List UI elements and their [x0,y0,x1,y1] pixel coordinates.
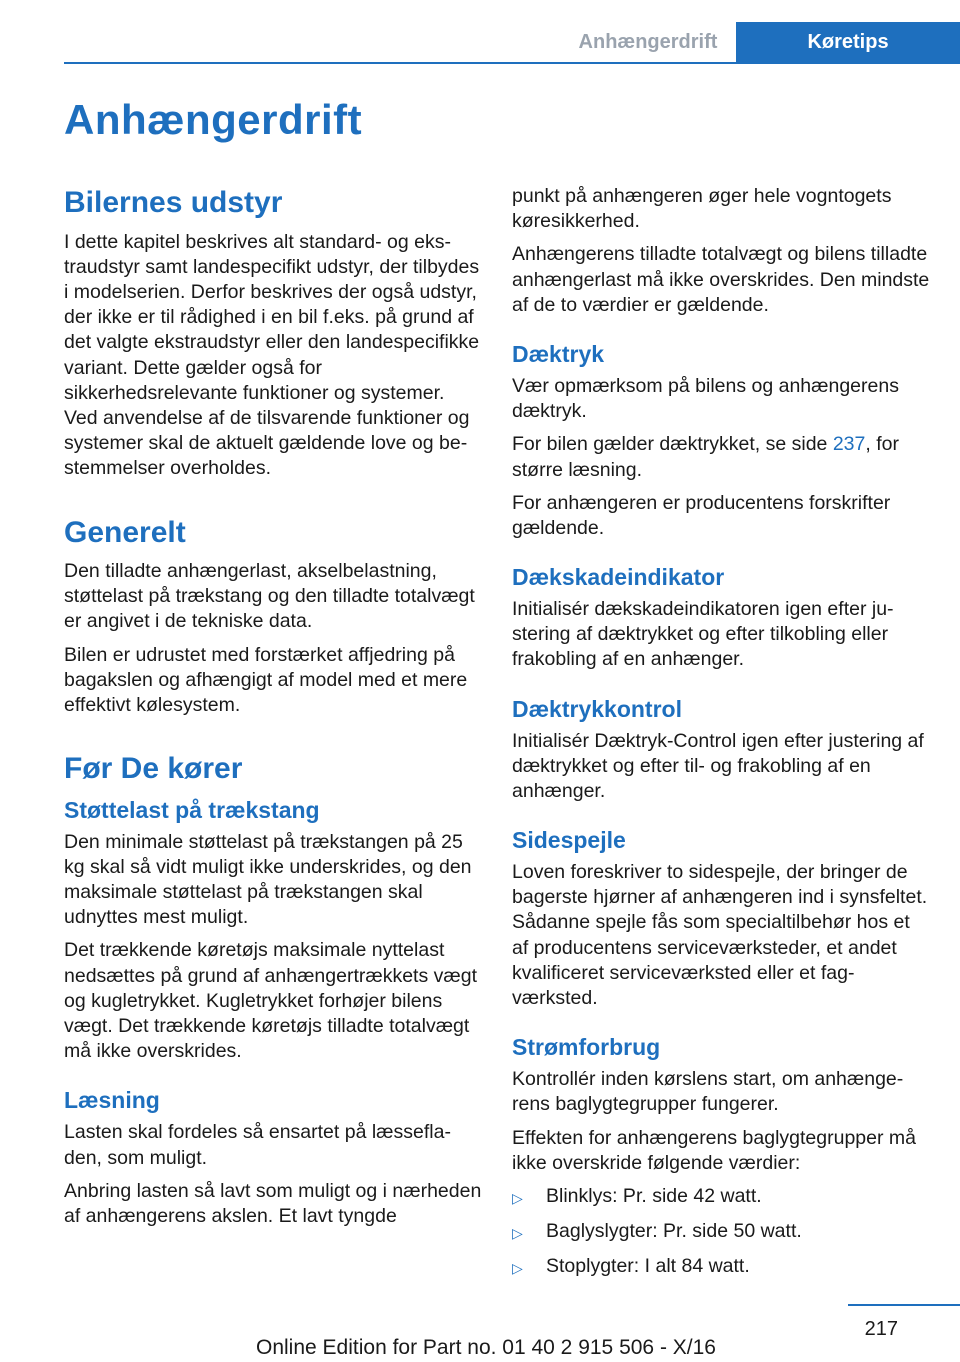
subheading-laesning: Læsning [64,1087,160,1114]
paragraph: Kontrollér inden kørslens start, om anhængerens baglygtegrupper fungerer. [512,1068,904,1116]
paragraph: Initialisér Dæktryk-Control igen efter justering af dæktrykket og efter til- og frakobling af en anhænger. [512,729,924,802]
page-link-237[interactable]: 237 [832,433,866,456]
power-limits-list [512,1184,930,1281]
list-item-text: Baglyslygter: Pr. side 50 watt. [546,1219,802,1242]
paragraph: Lasten skal fordeles så ensartet på læssefladen, som muligt. [64,1121,451,1169]
subheading-daekskadeindikator: Dækskadeindikator [512,564,725,591]
text: For bilen gælder dæktrykket, se side [512,433,833,456]
triangle-bullet-icon: ▷ [512,1189,523,1206]
paragraph: Anbring lasten så lavt som muligt og i nærheden af anhængerens akslen. Et lavt tyngde [64,1179,482,1227]
heading-generelt: Generelt [64,515,186,549]
list-item-text: Stoplygter: I alt 84 watt. [546,1254,750,1277]
heading-foer-de-koerer: Før De kører [64,752,243,786]
list-item-text: Blinklys: Pr. side 42 watt. [546,1184,762,1207]
list-item [512,1219,930,1246]
paragraph: Loven foreskriver to sidespejle, der bringer de bagerste hjørner af anhængeren ind i synsfeltet. Sådanne spejle fås som specialtilbehør hos et af producentens serviceværksteder, et andet kvalificeret serviceværksted eller et fagværksted. [512,861,928,1010]
paragraph: Den tilladte anhængerlast, akselbelastning, støttelast på trækstang og den tilladte totalvægt er angivet i de tekniske data. [64,560,475,633]
paragraph: Effekten for anhængerens baglygtegrupper må ikke overskride følgende værdier: [512,1126,916,1174]
triangle-bullet-icon: ▷ [512,1259,523,1276]
left-column [64,184,482,1237]
header-tabs [560,22,960,62]
header-section-tab[interactable]: Anhængerdrift [578,30,718,53]
paragraph: Det trækkende køretøjs maksimale nyttelast nedsættes på grund af anhængertrækkets vægt og kugletrykket. Kugletrykket forhøjer bilens vægt. Det trækkende køretøjs tilladte totalvægt må ikke overskrides. [64,939,477,1063]
paragraph-with-link [512,432,930,482]
triangle-bullet-icon: ▷ [512,1224,523,1241]
paragraph: Initialisér dækskadeindikatoren igen efter justering af dæktrykket og efter tilkobling eller frakobling af en anhænger. [512,598,894,671]
subheading-stoettelast: Støttelast på trækstang [64,796,320,823]
list-item [512,1184,930,1211]
paragraph: Bilen er udrustet med forstærket affjedring på bagakslen og afhængigt af model med et mere effektivt kølesystem. [64,643,468,717]
page-number: 217 [864,1318,898,1340]
right-column [512,184,930,1289]
paragraph: Anhængerens tilladte totalvægt og bilens tilladte anhængerlast må ikke overskrides. Den mindste af de to værdier er gældende. [512,243,930,316]
text: , for større læsning. [512,433,899,481]
subheading-daektrykkontrol: Dæktrykkontrol [512,695,682,722]
footer-divider [848,1304,960,1306]
paragraph: punkt på anhængeren øger hele vogntogets køresikkerhed. [512,185,892,233]
list-item [512,1254,930,1281]
page-title: Anhængerdrift [64,96,363,143]
header-chapter-tab[interactable]: Køretips [736,22,960,62]
paragraph: Den minimale støttelast på trækstangen på 25 kg skal så vidt muligt ikke underskrides, og den maksimale støttelast på trækstangen skal udnyttes mest muligt. [64,830,472,929]
paragraph: For anhængeren er producentens forskrifter gældende. [512,491,891,539]
heading-bilernes-udstyr: Bilernes udstyr [64,186,283,219]
header-divider [64,62,960,64]
paragraph: Vær opmærksom på bilens og anhængerens dæktryk. [512,374,899,423]
subheading-sidespejle: Sidespejle [512,827,626,854]
edition-footer: Online Edition for Part no. 01 40 2 915 506 - X/16 [256,1336,716,1359]
subheading-daektryk: Dæktryk [512,341,605,368]
subheading-stroemforbrug: Strømforbrug [512,1034,661,1061]
paragraph: I dette kapitel beskrives alt standard- og ekstraudstyr samt landespecifikt udstyr, der tilbydes i modelserien. Derfor beskrives der også udstyr, der ikke er til rådighed i en bil f.eks. på grund af det valgte ekstraudstyr eller den landespecifikke variant. Dette gælder også for sikkerhedsrelevante funktioner og systemer. Ved anvendelse af de tilsvarende funktioner og systemer skal de aktuelt gældende love og bestemmelser overholdes. [64,230,480,480]
